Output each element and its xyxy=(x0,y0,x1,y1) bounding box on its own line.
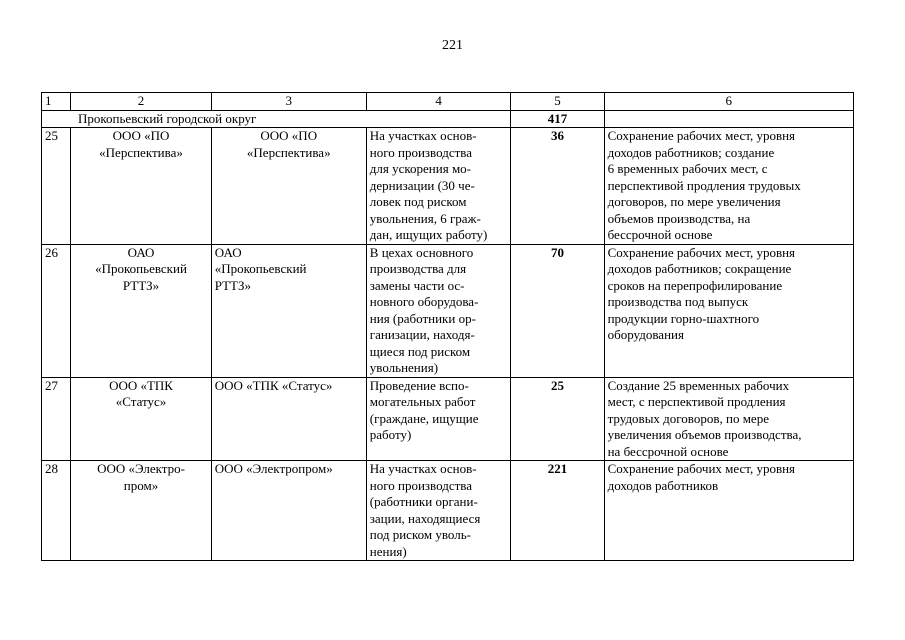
header-col-4: 4 xyxy=(366,93,511,111)
row-work-description: Проведение вспо- могательных работ (граждане, ищущие работу) xyxy=(366,377,511,461)
row-count: 36 xyxy=(511,128,604,245)
row-result: Сохранение рабочих мест, уровня доходов работников xyxy=(604,461,853,561)
table-row xyxy=(42,244,854,377)
row-organization: ООО «ПО «Перспектива» xyxy=(71,128,211,245)
header-col-6: 6 xyxy=(604,93,853,111)
row-work-description: На участках основ- ного производства (работники органи- зации, находящиеся под риском уволь- нения) xyxy=(366,461,511,561)
header-col-5: 5 xyxy=(511,93,604,111)
row-organization: ООО «ТПК «Статус» xyxy=(71,377,211,461)
row-result: Сохранение рабочих мест, уровня доходов работников; сокращение сроков на перепрофилирование производства под выпуск продукции горно-шахтного оборудования xyxy=(604,244,853,377)
row-employer: ОАО «Прокопьевский РТТЗ» xyxy=(211,244,366,377)
row-organization: ОАО «Прокопьевский РТТЗ» xyxy=(71,244,211,377)
row-work-description: В цехах основного производства для замены части ос- новного оборудова- ния (работники ор- ганизации, находя- щиеся под риском увольнения) xyxy=(366,244,511,377)
row-number: 28 xyxy=(42,461,71,561)
row-employer: ООО «Электропром» xyxy=(211,461,366,561)
row-number: 25 xyxy=(42,128,71,245)
employment-table xyxy=(41,92,854,561)
row-result: Создание 25 временных рабочих мест, с перспективой продления трудовых договоров, по мере увеличения объемов производства, на бессрочной основе xyxy=(604,377,853,461)
header-row xyxy=(42,93,854,111)
page-number: 221 xyxy=(442,38,463,53)
table-row xyxy=(42,128,854,245)
row-count: 70 xyxy=(511,244,604,377)
table-row xyxy=(42,461,854,561)
row-result: Сохранение рабочих мест, уровня доходов работников; создание 6 временных рабочих мест, с перспективой продления трудовых договоров, по мере увеличения объемов производства, на бессрочной основе xyxy=(604,128,853,245)
header-col-2: 2 xyxy=(71,93,211,111)
row-count: 25 xyxy=(511,377,604,461)
region-row xyxy=(42,110,854,128)
row-number: 26 xyxy=(42,244,71,377)
row-count: 221 xyxy=(511,461,604,561)
region-empty xyxy=(604,110,853,128)
row-employer: ООО «ПО «Перспектива» xyxy=(211,128,366,245)
row-organization: ООО «Электро- пром» xyxy=(71,461,211,561)
region-name: Прокопьевский городской округ xyxy=(42,110,511,128)
table-row xyxy=(42,377,854,461)
header-col-1: 1 xyxy=(42,93,71,111)
row-number: 27 xyxy=(42,377,71,461)
region-total: 417 xyxy=(511,110,604,128)
row-work-description: На участках основ- ного производства для ускорения мо- дернизации (30 че- ловек под риском увольнения, 6 граж- дан, ищущих работу) xyxy=(366,128,511,245)
row-employer: ООО «ТПК «Статус» xyxy=(211,377,366,461)
header-col-3: 3 xyxy=(211,93,366,111)
